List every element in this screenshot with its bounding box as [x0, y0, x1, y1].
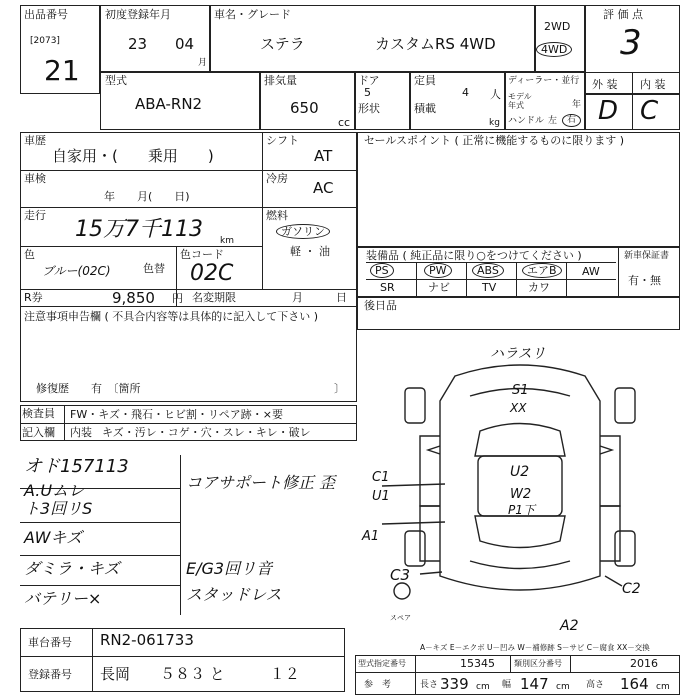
width-label: 幅: [502, 680, 512, 690]
exterior-marks: FW・キズ・飛石・ヒビ割・リペア跡・×要: [70, 408, 283, 421]
model-label: 型式: [105, 74, 127, 87]
width-value: 147: [520, 675, 549, 693]
mark-a2: A2: [560, 618, 579, 634]
later-items-label: 後日品: [364, 299, 397, 312]
height-value: 164: [620, 675, 649, 693]
lot-label: 出品番号: [24, 8, 68, 21]
displacement-unit: cc: [338, 116, 351, 129]
score-label: 評 価 点: [603, 8, 643, 21]
spare-label: スペア: [390, 614, 411, 622]
dealer-label: ディーラー・並行: [508, 76, 580, 86]
load-unit: kg: [489, 118, 500, 128]
capacity-unit: 人: [490, 88, 501, 101]
width-unit: cm: [556, 682, 570, 692]
mileage-unit: km: [220, 236, 234, 246]
first-reg-label: 初度登録年月: [105, 8, 171, 21]
equip-sr: SR: [380, 281, 395, 294]
title-expiry-value: 月 日: [292, 291, 347, 304]
mark-a1: A1: [362, 529, 380, 544]
color-code-label: 色コード: [180, 248, 224, 261]
note-odo: オド157113: [24, 456, 129, 477]
door-value: 5: [364, 86, 371, 99]
inspection-value: 年 月( 日): [104, 190, 190, 203]
length-label: 長さ: [420, 680, 439, 690]
equip-tv: TV: [482, 281, 497, 294]
load-label: 積載: [414, 102, 436, 115]
height-label: 高さ: [586, 680, 605, 690]
first-reg-month: 04: [175, 35, 195, 53]
month-unit: 月: [198, 58, 208, 68]
shift-label: シフト: [266, 134, 299, 147]
ac-label: 冷房: [266, 172, 288, 185]
equip-navi: ナビ: [428, 281, 450, 294]
equip-airbag: エアB: [522, 263, 562, 278]
type-designation-value: 15345: [460, 657, 495, 670]
shift-value: AT: [314, 147, 333, 165]
lot-number: 21: [44, 54, 80, 87]
mark-s1: S1: [512, 383, 529, 398]
note-au: A.Uムレ: [24, 481, 85, 500]
repair-label: 修復歴 有 〔箇所: [36, 382, 141, 395]
handle-right: 右: [562, 114, 581, 127]
length-value: 339: [440, 675, 469, 693]
equip-leather: カワ: [528, 281, 550, 294]
sales-point-box: [357, 132, 680, 247]
note-door: ト3回リS: [24, 499, 93, 518]
chassis-value: RN2-061733: [100, 631, 194, 649]
equip-aw: AW: [582, 265, 600, 278]
year-unit: 年: [572, 100, 582, 110]
note-studless: スタッドレス: [186, 585, 282, 604]
fuel-gasoline: ガソリン: [276, 224, 330, 239]
drive-box: [535, 5, 585, 72]
inspection-label: 車検: [24, 172, 46, 185]
equipment-label: 装備品 ( 純正品に限り○をつけてください ): [366, 249, 582, 262]
car-name: ステラ: [260, 35, 305, 53]
color-change-label: 色替: [143, 262, 165, 275]
ref-label: 参 考: [364, 680, 392, 690]
interior-marks-label: 内装: [70, 426, 92, 439]
fuel-label: 燃料: [266, 209, 288, 222]
interior-grade: C: [640, 96, 659, 126]
color-code-value: 02C: [190, 261, 234, 286]
type-designation-label: 型式指定番号: [358, 659, 406, 668]
warranty-value: 有・無: [628, 274, 661, 287]
mark-c2: C2: [622, 581, 641, 597]
equip-pw: PW: [424, 263, 452, 278]
model-year-label: モデル年式: [508, 92, 532, 110]
recycle-value: 9,850: [112, 289, 155, 307]
title-expiry-label: 名変期限: [192, 291, 236, 304]
note-engine: E/G3回リ音: [186, 559, 273, 578]
notes-label: 注意事項申告欄 ( 不具合内容等は具体的に記入して下さい ): [24, 310, 319, 323]
remarks-label: 記入欄: [22, 426, 55, 439]
mileage-label: 走行: [24, 209, 46, 222]
note-battery: バテリー×: [24, 589, 102, 608]
mark-c3: C3: [390, 566, 411, 584]
recycle-label: R券: [24, 291, 43, 304]
note-aw: AWキズ: [24, 528, 83, 547]
displacement-label: 排気量: [264, 74, 297, 87]
model-value: ABA-RN2: [135, 95, 203, 113]
handle-label: ハンドル: [508, 116, 545, 126]
grade: カスタムRS 4WD: [375, 35, 496, 53]
note-damper: ダミラ・キズ: [24, 559, 120, 578]
reg-value: 長岡 ５８３ と １２: [100, 665, 300, 683]
sales-point-label: セールスポイント ( 正常に機能するものに限ります ): [364, 134, 625, 147]
capacity-value: 4: [462, 86, 469, 99]
mark-c1: C1: [372, 470, 390, 485]
history-value: 自家用・( 乗用 ): [52, 147, 214, 165]
mileage-value: 15万7千113: [75, 217, 203, 242]
warranty-label: 新車保証書: [624, 251, 670, 261]
mark-xx: XX: [510, 401, 527, 415]
height-unit: cm: [656, 682, 670, 692]
displacement-value: 650: [290, 99, 319, 117]
mark-u2: U2: [510, 464, 530, 480]
shape-label: 形状: [358, 102, 380, 115]
color-value: ブルー(02C): [42, 264, 111, 278]
mark-hara-suri: ハラスリ: [490, 346, 546, 362]
exterior-grade: D: [598, 96, 619, 126]
interior-marks: キズ・汚レ・コゲ・穴・スレ・キレ・破レ: [102, 426, 311, 439]
interior-label: 内 装: [640, 78, 666, 91]
category-value: 2016: [630, 657, 658, 670]
inspector-label: 検査員: [22, 407, 55, 420]
score-value: 3: [620, 23, 642, 63]
equip-abs: ABS: [472, 263, 504, 278]
recycle-unit: 円: [172, 292, 183, 305]
color-label: 色: [24, 248, 35, 261]
mark-u1: U1: [372, 489, 390, 504]
ac-value: AC: [313, 179, 334, 197]
mark-p1: P1下: [508, 503, 535, 517]
capacity-label: 定員: [414, 74, 436, 87]
history-label: 車歴: [24, 134, 46, 147]
drive-2wd: 2WD: [544, 20, 571, 33]
handle-left: 左: [548, 116, 558, 126]
category-label: 類別区分番号: [514, 659, 562, 668]
repair-close: 〕: [334, 382, 345, 395]
length-unit: cm: [476, 682, 490, 692]
door-label: ドア: [358, 74, 380, 87]
fuel-light-oil: 軽 ・ 油: [290, 245, 330, 258]
equip-ps: PS: [370, 263, 394, 278]
exterior-label: 外 装: [592, 78, 618, 91]
damage-legend: A－キズ E－エクボ U－凹み W－補修跡 S－サビ C－腐食 XX－交換: [420, 643, 650, 652]
note-core-support: コアサポート修正 歪: [186, 473, 336, 492]
lot-sub: [2073]: [30, 36, 60, 46]
first-reg-year: 23: [128, 35, 148, 53]
car-diagram: [360, 336, 680, 636]
drive-4wd: 4WD: [536, 42, 572, 57]
later-items-box: [357, 297, 680, 330]
name-label: 車名・グレード: [214, 8, 291, 21]
mark-w2: W2: [510, 487, 532, 502]
chassis-label: 車台番号: [28, 636, 72, 649]
reg-label: 登録番号: [28, 668, 72, 681]
